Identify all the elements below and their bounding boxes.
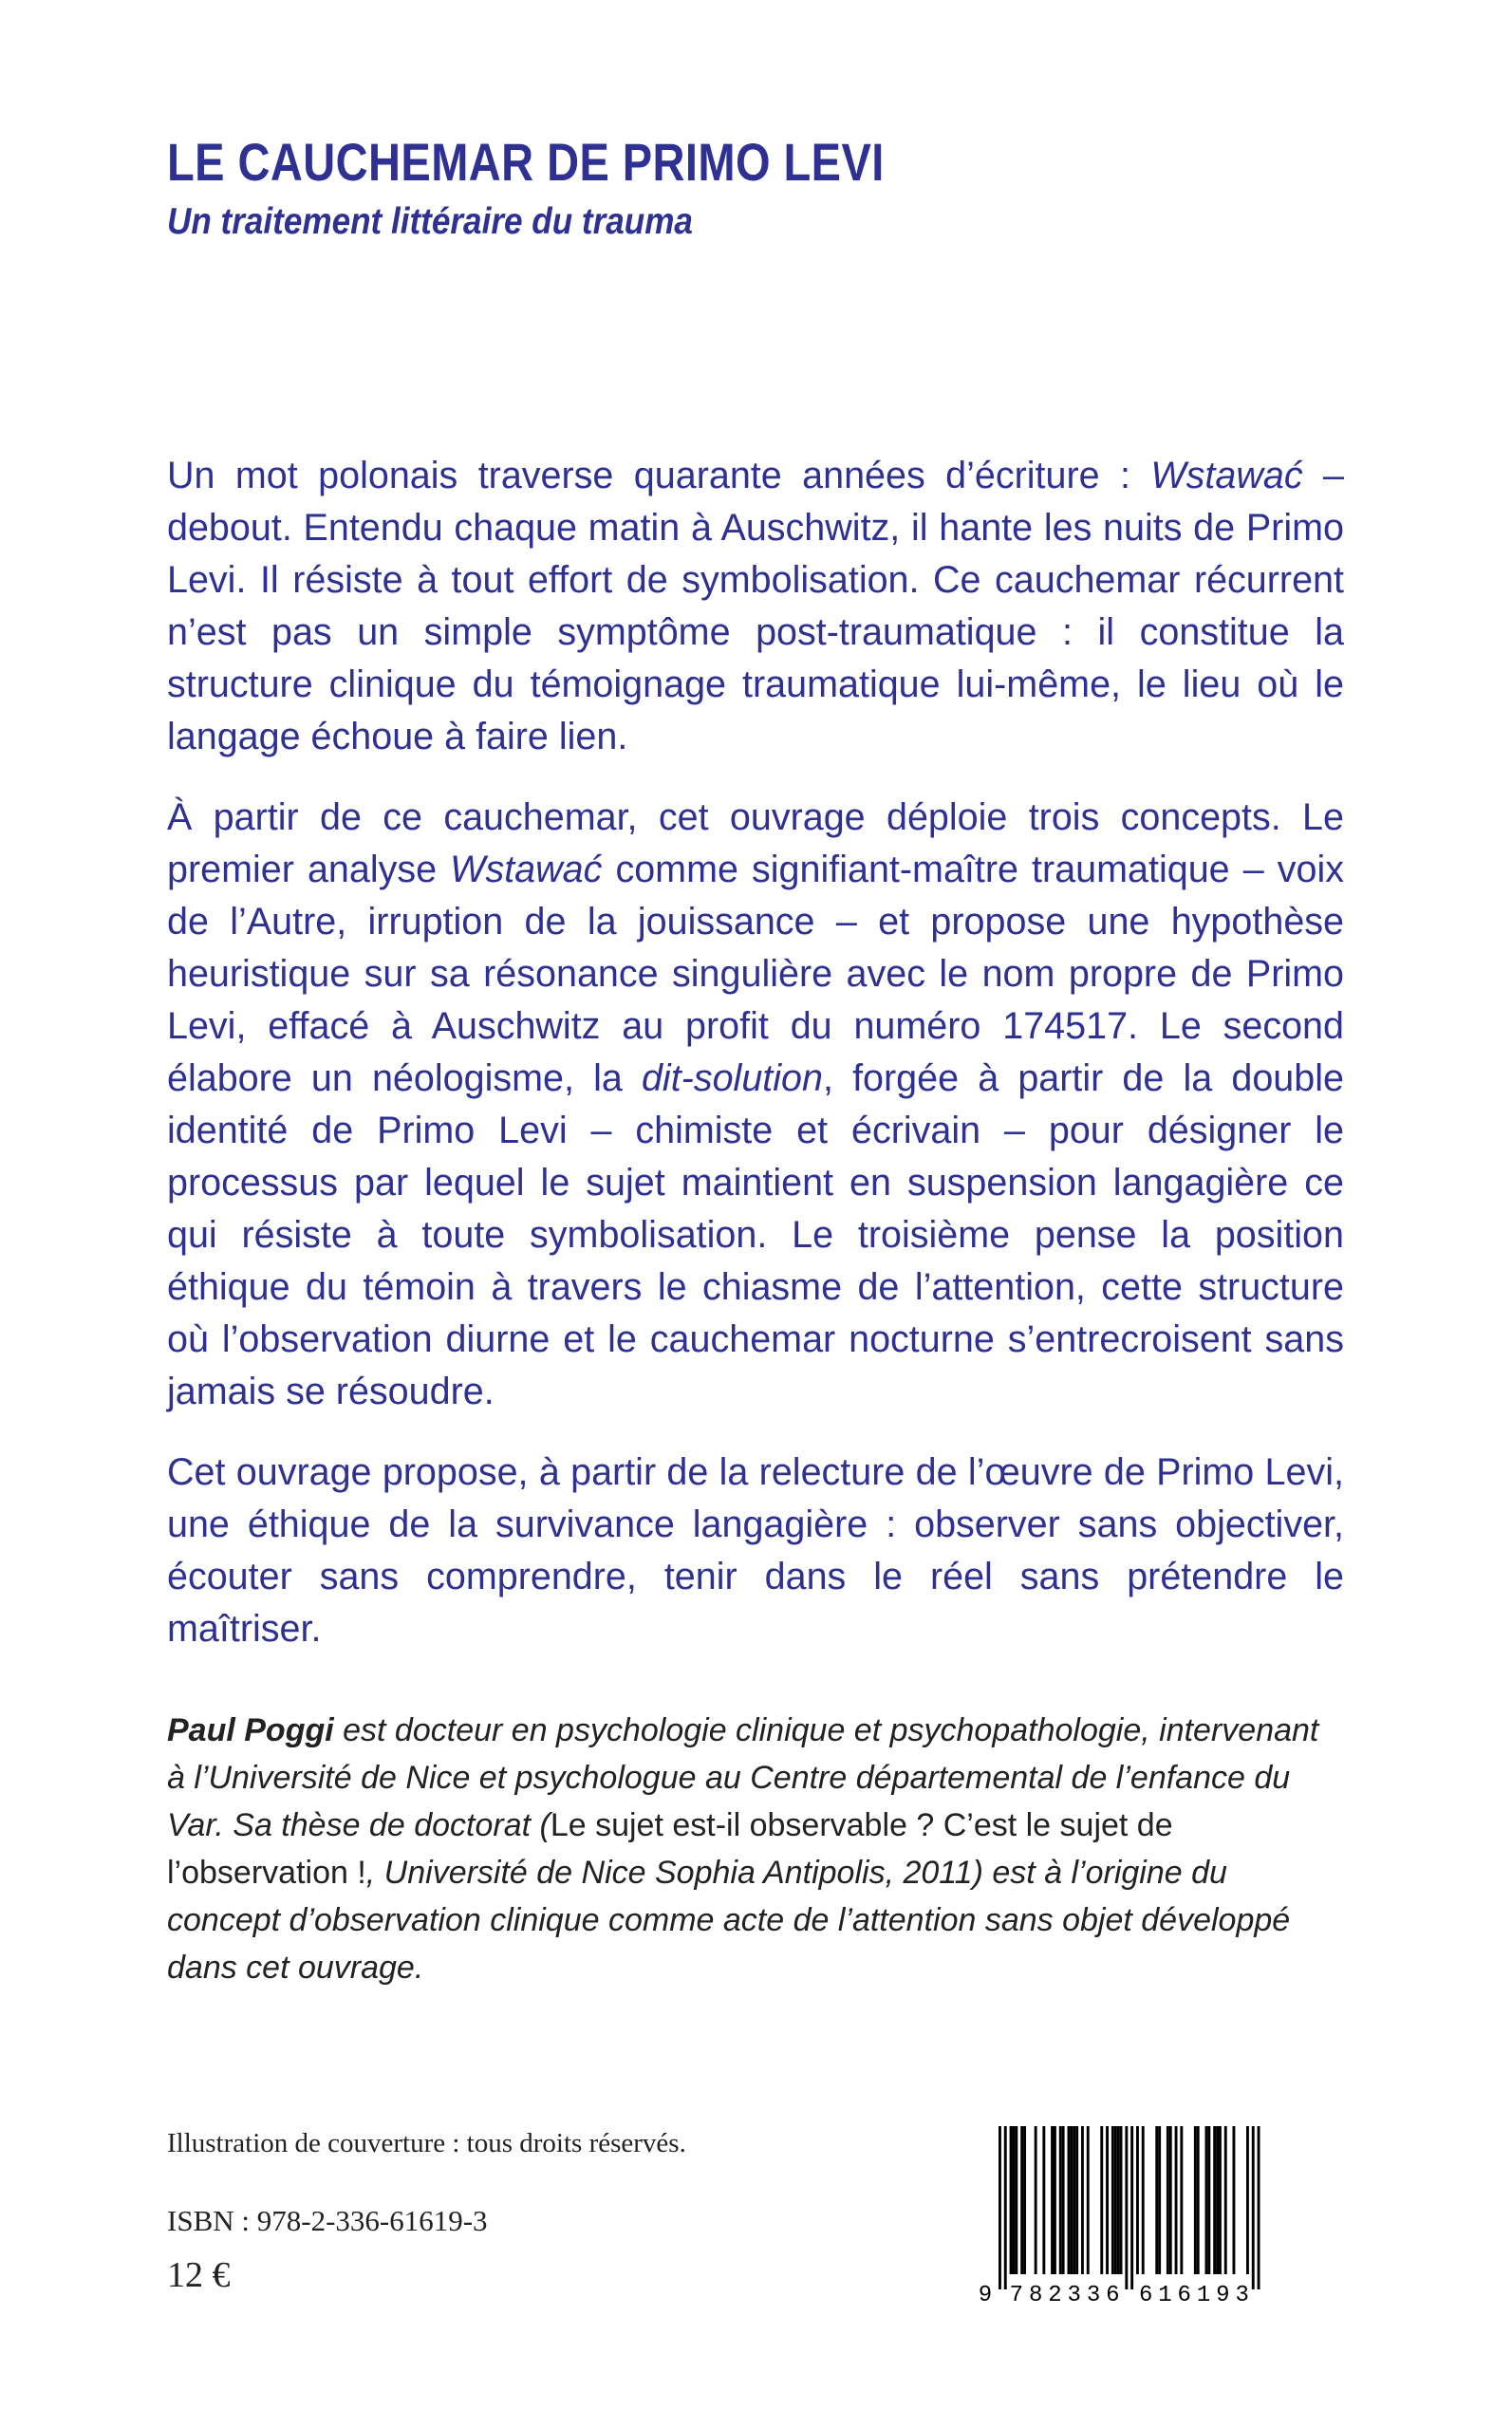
- barcode-bar: [1216, 2126, 1219, 2274]
- isbn: ISBN : 978-2-336-61619-3: [167, 2204, 488, 2237]
- barcode-bars: [999, 2126, 1260, 2289]
- summary-paragraph-3: Cet ouvrage propose, à partir de la relecture de l’œuvre de Primo Levi, une éthique de la survivance langagière : observer sans objectiver, écouter sans comprendre, tenir dans le réel sans prétendre le maîtriser.: [167, 1451, 1344, 1650]
- barcode-bar: [1081, 2126, 1084, 2274]
- book-title: LE CAUCHEMAR DE PRIMO LEVI: [167, 132, 885, 192]
- barcode-bar: [1158, 2126, 1161, 2274]
- barcode-digits: [979, 2283, 1249, 2306]
- barcode-bar: [1258, 2126, 1260, 2289]
- barcode-graphic: [970, 2126, 1262, 2306]
- author-name: Paul Poggi: [167, 1712, 334, 1748]
- barcode-bar: [1075, 2126, 1078, 2274]
- barcode-bar: [1023, 2126, 1026, 2274]
- barcode-bar: [1042, 2126, 1045, 2274]
- barcode-bar: [1155, 2126, 1158, 2274]
- summary-paragraph-1: [167, 450, 1344, 763]
- barcode-bar: [1169, 2126, 1172, 2274]
- price: 12 €: [167, 2255, 231, 2295]
- barcode-digit: 8: [1028, 2283, 1043, 2306]
- barcode-bar: [1205, 2126, 1208, 2274]
- barcode-bar: [1233, 2126, 1236, 2274]
- barcode-bar: [1062, 2126, 1065, 2274]
- barcode-bar: [1130, 2126, 1133, 2289]
- barcode-bar: [1114, 2126, 1117, 2274]
- barcode-bar: [1167, 2126, 1169, 2274]
- barcode-bar: [1117, 2126, 1120, 2274]
- author-bio-text-end: , Université de Nice Sophia Antipolis, 2011) est à l’origine du concept d’observation clinique comme acte de l’attention sans objet développé dans cet ouvrage.: [167, 1855, 1291, 1986]
- summary-p1-start: Un mot polonais traverse quarante années d’écriture :: [167, 455, 1151, 496]
- barcode-digit: 6: [1138, 2283, 1153, 2306]
- summary-p1-end: – debout. Entendu chaque matin à Auschwitz, il hante les nuits de Primo Levi. Il résiste à tout effort de symbolisation. Ce cauchemar récurrent n’est pas un simple symptôme post-traumatique : il constitue la structure clinique du témoignage traumatique lui-même, le lieu où le langage échoue à faire lien.: [167, 455, 1344, 757]
- barcode-bar: [1004, 2126, 1007, 2289]
- barcode-digit: 6: [1106, 2283, 1120, 2306]
- barcode-bar: [1059, 2126, 1062, 2274]
- barcode-bar: [1219, 2126, 1222, 2274]
- barcode-digit: 1: [1196, 2283, 1211, 2306]
- cover-illustration-credit: Illustration de couverture : tous droits réservés.: [167, 2128, 686, 2158]
- summary-p2-polish-word: Wstawać: [450, 849, 603, 890]
- barcode-bar: [1087, 2126, 1090, 2274]
- author-bio: [167, 1707, 1344, 1991]
- barcode-bar: [1252, 2126, 1255, 2289]
- barcode-bar: [1100, 2126, 1103, 2274]
- barcode-bar: [1207, 2126, 1210, 2274]
- barcode-bar: [1051, 2126, 1054, 2274]
- barcode-digit: 9: [978, 2283, 993, 2306]
- author-bio-text-start: est docteur en psychologie clinique et psychopathologie, intervenant à l’Université de Nice et psychologue au Centre départemental de l’enfance du Var. Sa thèse de doctorat (: [167, 1712, 1319, 1843]
- summary-p2-middle: comme signifiant-maître traumatique – voix de l’Autre, irruption de la jouissance – et propose une hypothèse heuristique sur sa résonance singulière avec le nom propre de Primo Levi, effacé à Auschwitz au profit du numéro 174517. Le second élabore un néologisme, la: [167, 849, 1344, 1099]
- barcode-bar: [1070, 2126, 1073, 2274]
- barcode-digit: 3: [1086, 2283, 1101, 2306]
- barcode-bar: [1073, 2126, 1075, 2274]
- summary-p2-end: , forgée à partir de la double identité de Primo Levi – chimiste et écrivain – pour désigner le processus par lequel le sujet maintient en suspension langagière ce qui résiste à toute symbolisation. Le troisième pense la position éthique du témoin à travers le chiasme de l’attention, cette structure où l’observation diurne et le cauchemar nocturne s’entrecroisent sans jamais se résoudre.: [167, 1057, 1344, 1412]
- barcode-digit: 2: [1048, 2283, 1062, 2306]
- summary-p2-start: À partir de ce cauchemar, cet ouvrage déploie trois concepts. Le premier analyse: [167, 796, 1344, 890]
- barcode-bar: [1194, 2126, 1197, 2274]
- barcode-bar: [1106, 2126, 1109, 2274]
- barcode-bar: [1175, 2126, 1178, 2274]
- barcode-bar: [1142, 2126, 1145, 2274]
- barcode-bar: [1136, 2126, 1139, 2274]
- isbn-barcode: [970, 2126, 1262, 2306]
- summary-p2-neologism: dit-solution: [641, 1057, 823, 1099]
- barcode-bar: [1180, 2126, 1183, 2274]
- barcode-bar: [1035, 2126, 1037, 2274]
- barcode-bar: [1054, 2126, 1056, 2274]
- book-subtitle: Un traitement littéraire du trauma: [167, 201, 693, 242]
- barcode-digit: 6: [1177, 2283, 1191, 2306]
- barcode-digit: 3: [1235, 2283, 1249, 2306]
- barcode-bar: [1125, 2126, 1128, 2289]
- barcode-bar: [1197, 2126, 1200, 2274]
- barcode-bar: [1120, 2126, 1123, 2274]
- barcode-bar: [1010, 2126, 1013, 2274]
- summary-text: [167, 450, 1344, 1684]
- barcode-bar: [1020, 2126, 1023, 2274]
- barcode-bar: [1246, 2126, 1249, 2274]
- summary-paragraph-2: [167, 792, 1344, 1418]
- barcode-bar: [999, 2126, 1001, 2289]
- barcode-digit: 7: [1009, 2283, 1024, 2306]
- thesis-title: Le sujet est-il observable ? C’est le sujet de l’observation !: [167, 1807, 1173, 1891]
- barcode-bar: [1068, 2126, 1071, 2274]
- barcode-digit: 1: [1158, 2283, 1172, 2306]
- barcode-bar: [1111, 2126, 1114, 2274]
- barcode-bar: [1013, 2126, 1016, 2274]
- barcode-bar: [1015, 2126, 1017, 2274]
- barcode-digit: 9: [1216, 2283, 1230, 2306]
- barcode-bar: [1224, 2126, 1227, 2274]
- barcode-bar: [1213, 2126, 1216, 2274]
- summary-p1-polish-word: Wstawać: [1150, 455, 1303, 496]
- barcode-digit: 3: [1067, 2283, 1081, 2306]
